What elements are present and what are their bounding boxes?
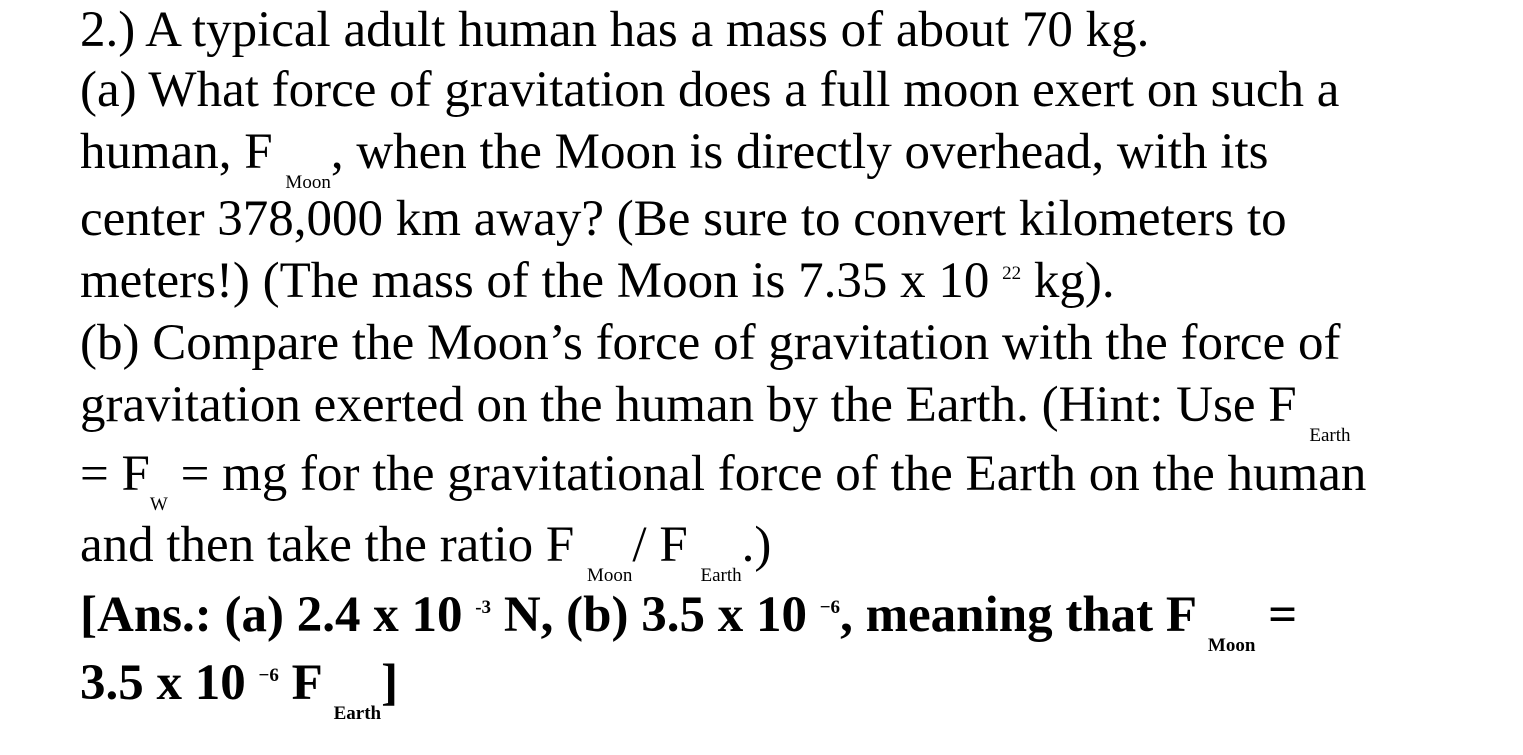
answer-text: = xyxy=(1268,587,1298,643)
problem-text: , when the Moon is directly overhead, with its xyxy=(330,124,1269,180)
problem-text: (b) Compare the Moon’s force of gravitation with the force of xyxy=(80,315,1341,371)
subscript-moon: Moon xyxy=(1207,635,1256,656)
problem-line-3 xyxy=(80,122,1268,193)
problem-text: meters!) (The mass of the Moon is 7.35 x 10 xyxy=(80,253,990,309)
subscript-earth: Earth xyxy=(1309,425,1351,446)
closing-bracket: ] xyxy=(381,655,399,711)
subscript-moon: Moon xyxy=(285,172,331,193)
problem-line-7 xyxy=(80,375,1351,446)
answer-text: N, (b) 3.5 x 10 xyxy=(503,587,807,643)
problem-line-5 xyxy=(80,251,1115,322)
answer-text: [Ans.: (a) 2.4 x 10 xyxy=(80,587,463,643)
problem-line-8 xyxy=(80,444,1366,515)
answer-line-1 xyxy=(80,585,1297,656)
problem-line-4 xyxy=(80,189,1287,249)
subscript-w: W xyxy=(149,494,168,515)
problem-text: / F xyxy=(632,517,688,573)
problem-text: 2.) A typical adult human has a mass of about 70 kg. xyxy=(80,2,1150,58)
exponent: −6 xyxy=(258,665,279,686)
answer-text: 3.5 x 10 xyxy=(80,655,246,711)
problem-text: (a) What force of gravitation does a full moon exert on such a xyxy=(80,62,1340,118)
answer-text: F xyxy=(291,655,321,711)
problem-line-6 xyxy=(80,313,1340,373)
subscript-moon: Moon xyxy=(587,565,633,586)
problem-text: and then take the ratio F xyxy=(80,517,575,573)
answer-line-2 xyxy=(80,653,398,724)
problem-text: human, F xyxy=(80,124,273,180)
problem-line-9 xyxy=(80,515,771,586)
exponent: −6 xyxy=(819,597,841,618)
subscript-earth: Earth xyxy=(333,703,382,724)
problem-text: center 378,000 km away? (Be sure to convert kilometers to xyxy=(80,191,1287,247)
answer-text: , meaning that F xyxy=(840,587,1196,643)
problem-line-2 xyxy=(80,60,1339,120)
problem-text: gravitation exerted on the human by the Earth. (Hint: Use F xyxy=(80,377,1297,433)
problem-text: = F xyxy=(80,446,150,502)
problem-text: .) xyxy=(741,517,772,573)
problem-text: kg). xyxy=(1033,253,1115,309)
exponent: -3 xyxy=(475,597,492,618)
problem-line-1 xyxy=(80,0,1149,60)
exponent: 22 xyxy=(1002,263,1022,284)
subscript-earth: Earth xyxy=(700,565,742,586)
problem-text: = mg for the gravitational force of the Earth on the human xyxy=(180,446,1367,502)
